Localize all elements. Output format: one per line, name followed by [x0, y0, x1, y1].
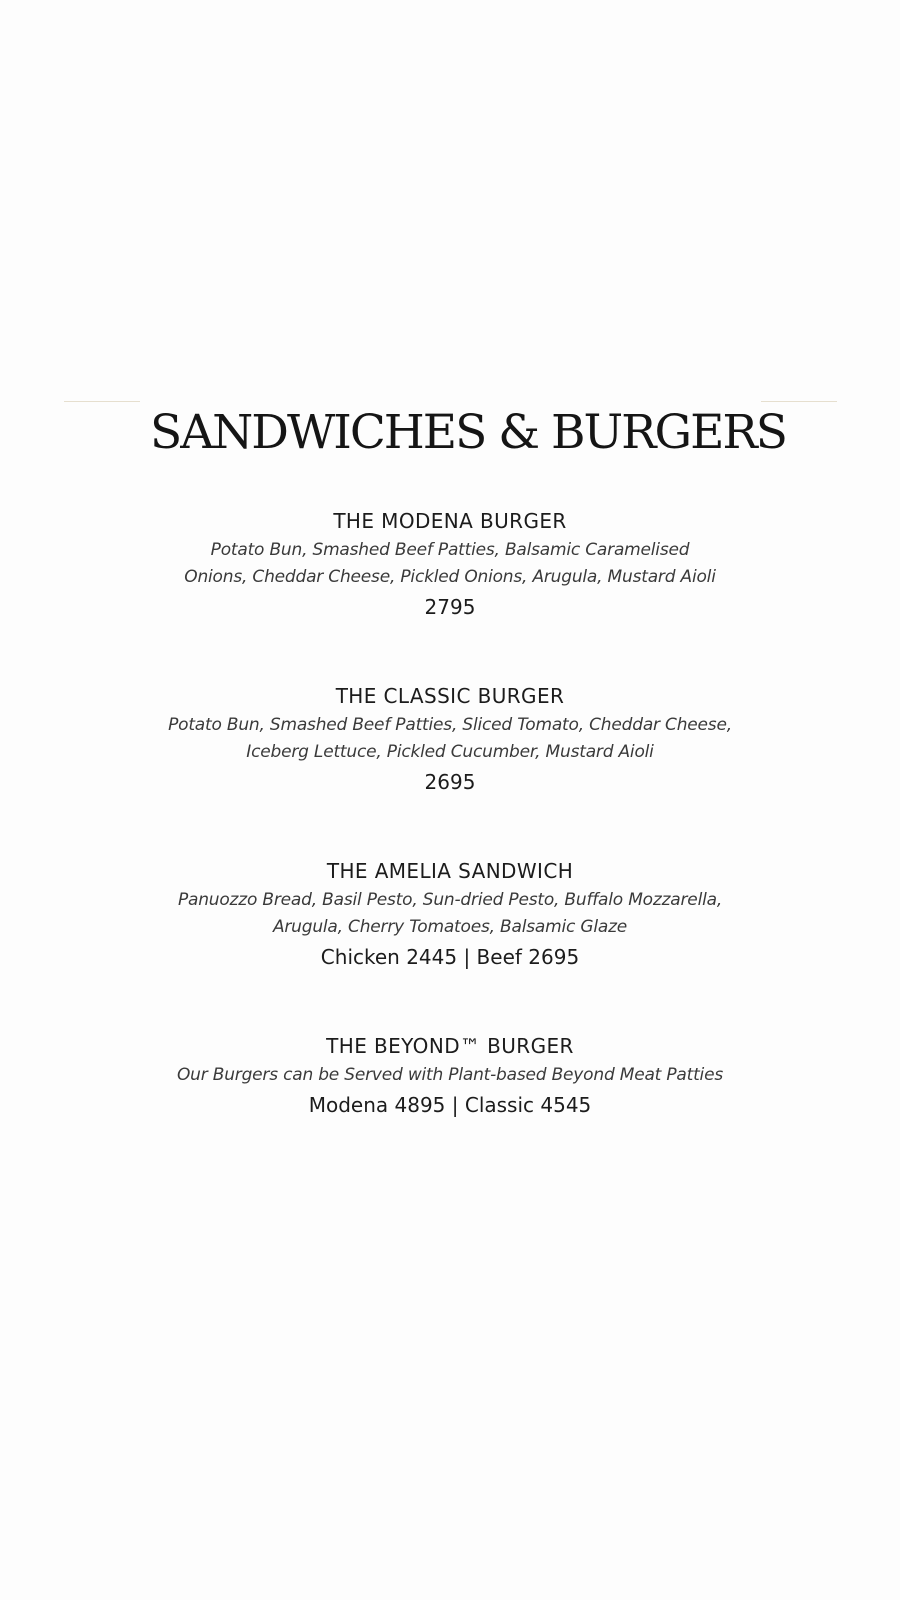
decorative-rule-left	[64, 401, 140, 402]
menu-item-name: THE BEYOND™ BURGER	[326, 1034, 574, 1058]
menu-item-description	[100, 712, 800, 766]
menu-item-description-line: Onions, Cheddar Cheese, Pickled Onions, Arugula, Mustard Aioli	[184, 567, 716, 587]
menu-item-description-line: Iceberg Lettuce, Pickled Cucumber, Mustard Aioli	[246, 742, 654, 762]
menu-item-description-line: Panuozzo Bread, Basil Pesto, Sun-dried Pesto, Buffalo Mozzarella,	[177, 890, 723, 910]
menu-item-amelia-sandwich	[100, 857, 800, 971]
menu-item-description	[100, 537, 800, 591]
menu-item-modena-burger	[100, 507, 800, 621]
menu-item-name: THE AMELIA SANDWICH	[326, 859, 574, 883]
menu-item-description	[100, 1062, 800, 1089]
menu-item-classic-burger	[100, 682, 800, 796]
menu-item-price: Modena 4895 | Classic 4545	[308, 1093, 592, 1117]
menu-item-description-line: Our Burgers can be Served with Plant-based Beyond Meat Patties	[177, 1065, 723, 1085]
menu-item-price: 2695	[424, 770, 476, 794]
menu-item-price: Chicken 2445 | Beef 2695	[320, 945, 580, 969]
menu-item-beyond-burger	[100, 1032, 800, 1119]
menu-header	[0, 362, 900, 461]
menu-item-name: THE MODENA BURGER	[333, 509, 567, 533]
menu-item-description	[100, 887, 800, 941]
menu-item-price: 2795	[424, 595, 476, 619]
menu-item-description-line: Arugula, Cherry Tomatoes, Balsamic Glaze	[272, 917, 628, 937]
menu-item-description-line: Potato Bun, Smashed Beef Patties, Sliced Tomato, Cheddar Cheese,	[168, 715, 732, 735]
menu-item-name: THE CLASSIC BURGER	[335, 684, 565, 708]
page-title: SANDWICHES & BURGERS	[150, 405, 786, 461]
decorative-rule-right	[761, 401, 837, 402]
menu-item-description-line: Potato Bun, Smashed Beef Patties, Balsamic Caramelised	[210, 540, 690, 560]
